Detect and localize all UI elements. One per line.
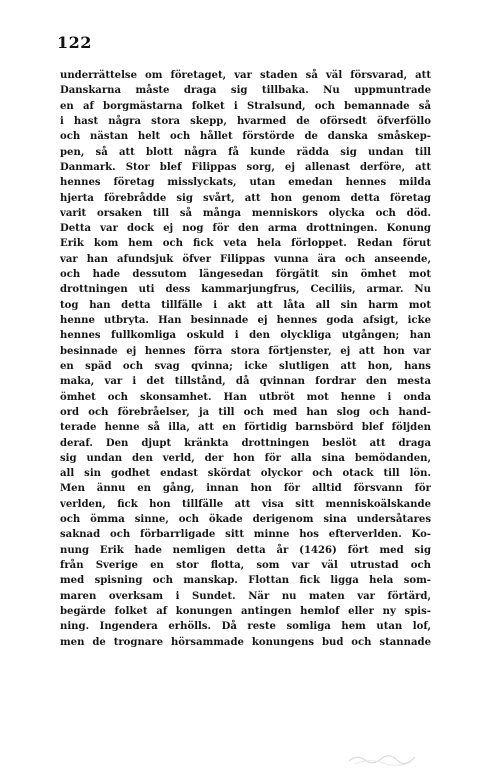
text-line: med spisning och manskap. Flottan fick ligga hela som- [60, 575, 431, 587]
text-line: deraf. Den djupt kränkta drottningen beslöt att draga [60, 437, 431, 449]
text-line: tog han detta tillfälle i akt att låta all sin harm mot [60, 299, 431, 311]
text-line: Men ännu en gång, innan hon för alltid försvann för [60, 483, 431, 495]
text-line: verlden, fick hon tillfälle att visa sitt menniskoälskande [60, 498, 431, 510]
text-line: Danmark. Stor blef Filippas sorg, ej allenast derföre, att [60, 161, 431, 173]
text-line: en späd och svag qvinna; icke slutligen att hon, hans [60, 360, 431, 372]
text-line: drottningen uti dess kammarjungfrus, Ceciliis, armar. Nu [60, 284, 431, 296]
text-line: ning. Ingendera erhölls. Då reste somliga hem utan lof, [60, 621, 431, 633]
text-line: maren overksam i Sundet. När nu maten var förtärd, [60, 590, 431, 602]
text-line: en af borgmästarna folket i Stralsund, och bemannade så [60, 100, 431, 112]
text-line: i hast några stora skepp, hvarmed de oförsedt öfverföllo [60, 115, 431, 127]
text-line: men de trognare hörsammade konungens bud och stannade [60, 636, 431, 648]
page-number: 122 [57, 33, 92, 52]
text-line: var han afundsjuk öfver Filippas vunna ära och anseende, [60, 253, 431, 265]
text-line: hennes fullkomliga oskuld i den olyckliga utgången; han [60, 330, 431, 342]
text-line: från Sverige en stor flotta, som var väl utrustad och [60, 560, 431, 571]
text-line: sig undan den verld, der hon för alla sina bemödanden, [60, 452, 431, 464]
text-line: Detta var dock ej nog för den arma drottningen. Konung [60, 223, 431, 235]
text-line: Danskarna måste draga sig tillbaka. Nu uppmuntrade [60, 85, 431, 97]
body-text [60, 68, 431, 650]
text-line: Erik kom hem och fick veta hela förloppet. Redan förut [60, 238, 431, 250]
text-line: hjerta förebrådde sig svårt, att hon genom detta företag [60, 192, 431, 204]
text-line: saknad och förbarrligade sitt minne hos efterverlden. Ko- [60, 529, 431, 541]
text-line: varit orsaken till så många menniskors olycka och död. [60, 207, 431, 219]
text-line: nung Erik hade nemligen detta år (1426) fört med sig [60, 544, 431, 556]
text-line: henne utbryta. Han besinnade ej hennes goda afsigt, icke [60, 315, 431, 326]
library-stamp [345, 748, 423, 768]
text-line: pen, så att blott några få kunde rädda sig undan till [60, 146, 431, 158]
text-line: och hade dessutom längesedan förgätit sin ömhet mot [60, 269, 431, 281]
text-line: och ömma sinne, och ökade derigenom sina undersåtares [60, 514, 431, 526]
text-line: ömhet och skonsamhet. Han utbröt mot henne i onda [60, 391, 431, 403]
text-line: och nästan helt och hållet förstörde de danska småskep- [60, 131, 431, 143]
text-line: hennes företag misslyckats, utan emedan hennes milda [60, 177, 431, 189]
text-line: underrättelse om företaget, var staden så väl försvarad, att [60, 70, 431, 81]
text-line: besinnade ej hennes förra stora förtjenster, ej att hon var [60, 345, 431, 357]
text-line: terade henne så illa, att en förtidig barnsbörd blef följden [60, 422, 431, 434]
text-line: ord och förebråelser, ja till och med han slog och hand- [60, 406, 431, 418]
text-line: all sin godhet endast skördat olyckor och otack till lön. [60, 468, 431, 480]
text-line: begärde folket af konungen antingen hemlof eller ny spis- [60, 605, 431, 617]
text-line: maka, var i det tillstånd, då qvinnan fordrar den mesta [60, 376, 431, 388]
